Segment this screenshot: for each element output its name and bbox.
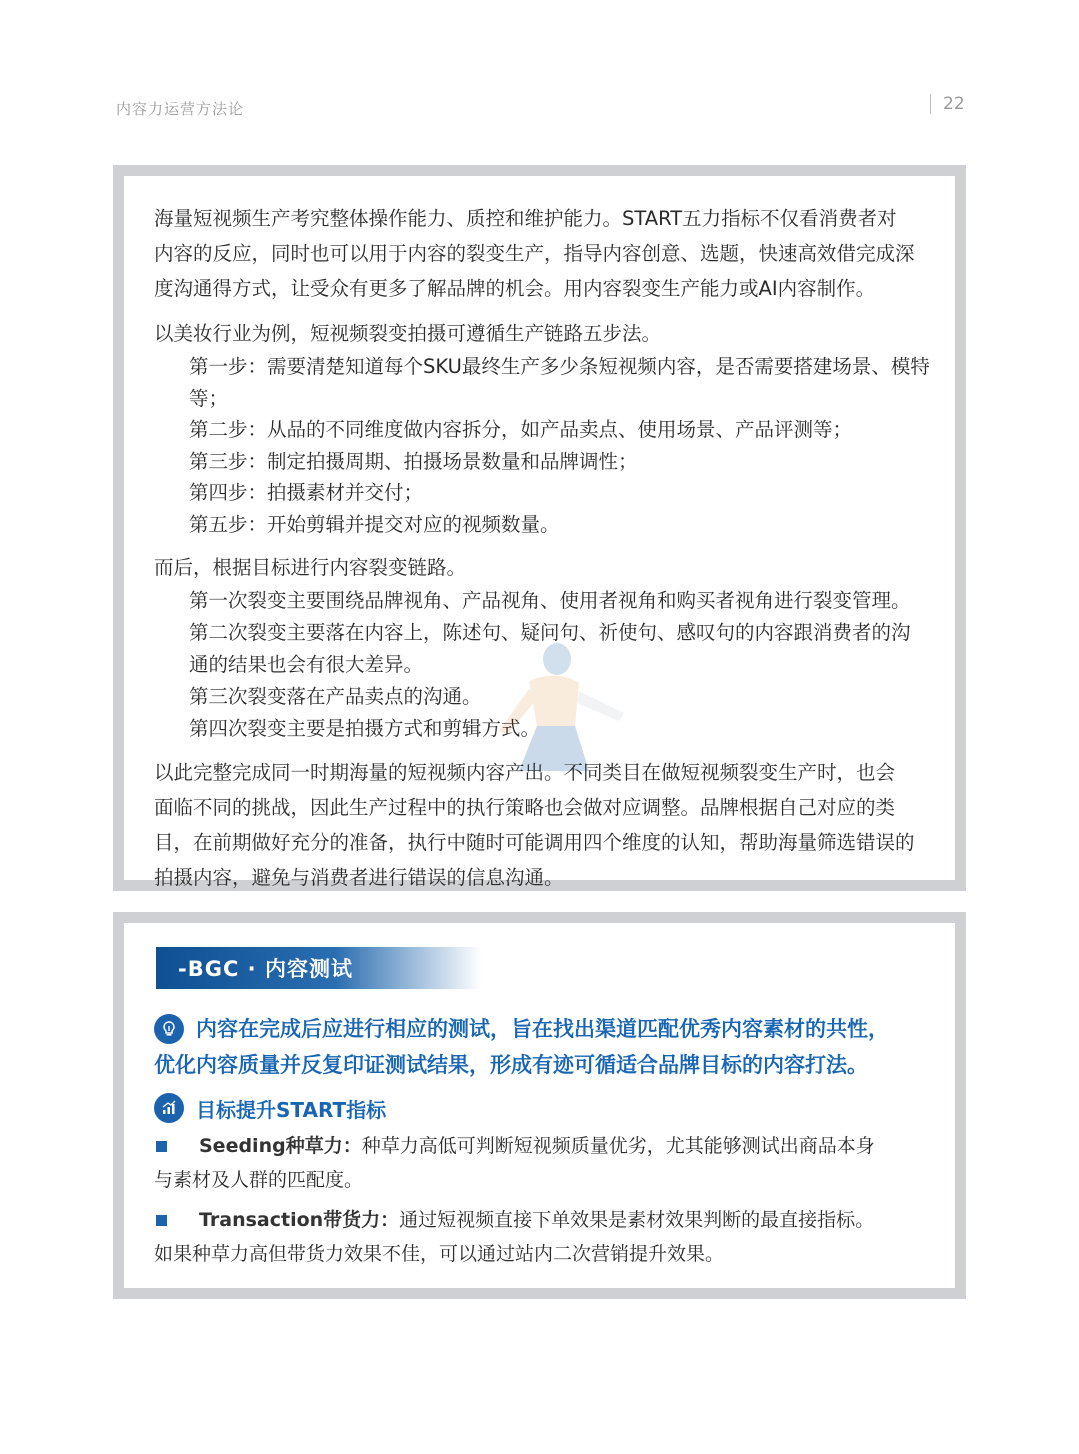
page-number-block [930, 94, 965, 114]
para4-line: 拍摄内容，避免与消费者进行错误的信息沟通。 [154, 866, 564, 889]
highlight-line-1: 内容在完成后应进行相应的测试，旨在找出渠道匹配优秀内容素材的共性， [196, 1017, 889, 1041]
step-item: 第三步：制定拍摄周期、拍摄场景数量和品牌调性； [189, 449, 638, 473]
page-number-divider [930, 94, 931, 114]
fission-item: 第一次裂变主要围绕品牌视角、产品视角、使用者视角和购买者视角进行裂变管理。 [189, 589, 911, 612]
section-tag-bar [156, 947, 481, 989]
subtitle-row [154, 1093, 944, 1123]
bullet-term: Seeding种草力： [199, 1135, 362, 1157]
fission-item: 第三次裂变落在产品卖点的沟通。 [189, 685, 482, 708]
bgc-body [154, 1011, 944, 1271]
page-number: 22 [943, 94, 965, 114]
content-card-fission [113, 165, 966, 891]
step-item: 第二步：从品的不同维度做内容拆分，如产品卖点、使用场景、产品评测等； [189, 418, 853, 441]
step-item: 第五步：开始剪辑并提交对应的视频数量。 [189, 512, 560, 536]
para1-line: 度沟通得方式，让受众有更多了解品牌的机会。用内容裂变生产能力或AI内容制作。 [154, 277, 876, 300]
bullet-transaction [154, 1203, 944, 1237]
chart-growth-icon [154, 1093, 184, 1123]
highlight-row [154, 1011, 944, 1047]
fission-item: 第四次裂变主要是拍摄方式和剪辑方式。 [189, 717, 541, 740]
bulb-icon [154, 1014, 184, 1044]
para4-line: 目，在前期做好充分的准备，执行中随时可能调用四个维度的认知，帮助海量筛选错误的 [154, 831, 915, 854]
page-header-title: 内容力运营方法论 [116, 100, 245, 118]
bullet-text: 种草力高低可判断短视频质量优劣，尤其能够测试出商品本身 [361, 1135, 875, 1157]
para3-intro: 而后，根据目标进行内容裂变链路。 [154, 556, 467, 579]
square-bullet-icon [156, 1215, 167, 1226]
fission-item: 第二次裂变主要落在内容上，陈述句、疑问句、祈使句、感叹句的内容跟消费者的沟 [189, 621, 911, 644]
para4-line: 以此完整完成同一时期海量的短视频内容产出。不同类目在做短视频裂变生产时，也会 [154, 761, 896, 784]
para1-line: 海量短视频生产考究整体操作能力、质控和维护能力。START五力指标不仅看消费者对 [154, 207, 897, 230]
fission-body [154, 201, 939, 895]
step-item: 第四步：拍摄素材并交付； [189, 481, 424, 504]
bullet-seeding [154, 1129, 944, 1163]
bullet-continuation: 如果种草力高但带货力效果不佳，可以通过站内二次营销提升效果。 [154, 1243, 725, 1265]
subtitle-text: 目标提升START指标 [196, 1097, 387, 1122]
content-card-bgc-test [113, 912, 966, 1299]
bullet-term: Transaction带货力： [199, 1209, 400, 1231]
highlight-line-2: 优化内容质量并反复印证测试结果，形成有迹可循适合品牌目标的内容打法。 [154, 1053, 868, 1077]
fission-item: 通的结果也会有很大差异。 [189, 653, 424, 676]
step-item: 第一步：需要清楚知道每个SKU最终生产多少条短视频内容，是否需要搭建场景、模特等； [189, 355, 930, 410]
section-tag-label: -BGC · 内容测试 [178, 957, 353, 981]
square-bullet-icon [156, 1141, 167, 1152]
bullet-text: 通过短视频直接下单效果是素材效果判断的最直接指标。 [399, 1209, 875, 1231]
para1-line: 内容的反应，同时也可以用于内容的裂变生产，指导内容创意、选题，快速高效借完成深 [154, 242, 915, 265]
para4-line: 面临不同的挑战，因此生产过程中的执行策略也会做对应调整。品牌根据自己对应的类 [154, 796, 896, 819]
bullet-continuation: 与素材及人群的匹配度。 [154, 1169, 364, 1191]
para2-intro: 以美妆行业为例，短视频裂变拍摄可遵循生产链路五步法。 [154, 322, 662, 345]
